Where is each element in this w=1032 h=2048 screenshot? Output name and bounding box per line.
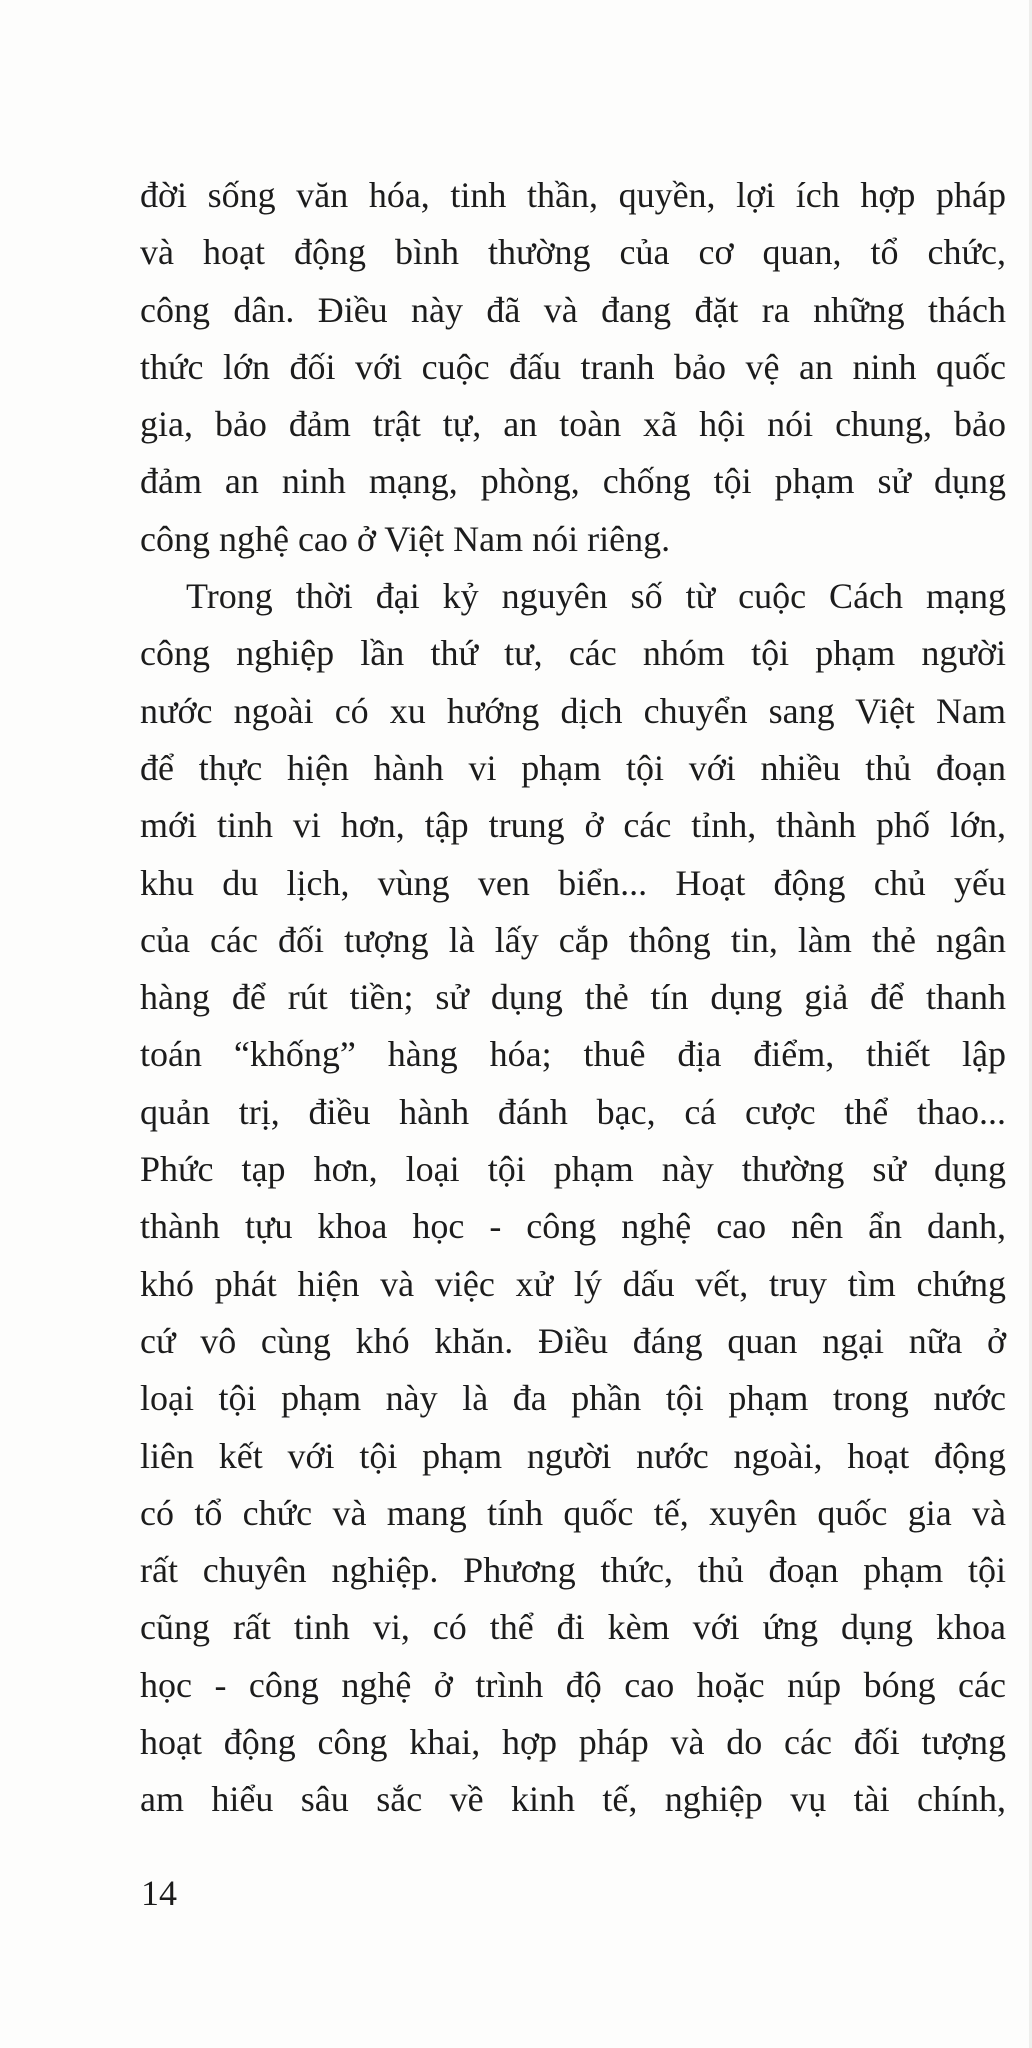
paragraph [140, 167, 1006, 568]
text-line: của các đối tượng là lấy cắp thông tin, làm thẻ ngân [140, 919, 1006, 960]
text-line: để thực hiện hành vi phạm tội với nhiều thủ đoạn [140, 747, 1006, 788]
text-line: cũng rất tinh vi, có thể đi kèm với ứng dụng khoa [140, 1607, 1006, 1648]
text-line: Trong thời đại kỷ nguyên số từ cuộc Cách mạng [186, 576, 1006, 617]
text-line: đảm an ninh mạng, phòng, chống tội phạm sử dụng [140, 461, 1006, 502]
text-line: nước ngoài có xu hướng dịch chuyển sang Việt Nam [140, 690, 1006, 731]
text-line: mới tinh vi hơn, tập trung ở các tỉnh, thành phố lớn, [140, 805, 1006, 846]
text-line: gia, bảo đảm trật tự, an toàn xã hội nói chung, bảo [140, 404, 1006, 445]
text-line: hoạt động công khai, hợp pháp và do các đối tượng [140, 1722, 1006, 1763]
text-line: và hoạt động bình thường của cơ quan, tổ chức, [140, 232, 1006, 273]
text-line: công dân. Điều này đã và đang đặt ra những thách [140, 289, 1006, 330]
paragraph [140, 568, 1006, 1829]
text-line: hàng để rút tiền; sử dụng thẻ tín dụng giả để thanh [140, 977, 1006, 1018]
text-line: quản trị, điều hành đánh bạc, cá cược thể thao... [140, 1091, 1006, 1132]
text-line: khó phát hiện và việc xử lý dấu vết, truy tìm chứng [140, 1263, 1006, 1304]
text-line: thức lớn đối với cuộc đấu tranh bảo vệ an ninh quốc [140, 346, 1006, 387]
text-line: đời sống văn hóa, tinh thần, quyền, lợi ích hợp pháp [140, 175, 1006, 215]
text-line: am hiểu sâu sắc về kinh tế, nghiệp vụ tài chính, [140, 1779, 1006, 1820]
page-number: 14 [141, 1873, 177, 1913]
text-line: cứ vô cùng khó khăn. Điều đáng quan ngại nữa ở [140, 1320, 1006, 1361]
text-line: khu du lịch, vùng ven biển... Hoạt động chủ yếu [140, 862, 1006, 903]
text-line: loại tội phạm này là đa phần tội phạm trong nước [140, 1378, 1006, 1419]
text-line: rất chuyên nghiệp. Phương thức, thủ đoạn phạm tội [140, 1550, 1006, 1591]
text-line: công nghệ cao ở Việt Nam nói riêng. [140, 518, 671, 559]
page-body-text [140, 167, 1006, 1829]
text-line: liên kết với tội phạm người nước ngoài, hoạt động [140, 1435, 1006, 1476]
text-line: Phức tạp hơn, loại tội phạm này thường sử dụng [140, 1149, 1006, 1190]
text-line: thành tựu khoa học - công nghệ cao nên ẩn danh, [140, 1206, 1006, 1247]
text-line: công nghiệp lần thứ tư, các nhóm tội phạm người [140, 633, 1006, 674]
text-line: có tổ chức và mang tính quốc tế, xuyên quốc gia và [140, 1492, 1006, 1533]
text-line: học - công nghệ ở trình độ cao hoặc núp bóng các [140, 1664, 1006, 1705]
text-line: toán “khống” hàng hóa; thuê địa điểm, thiết lập [140, 1034, 1006, 1075]
